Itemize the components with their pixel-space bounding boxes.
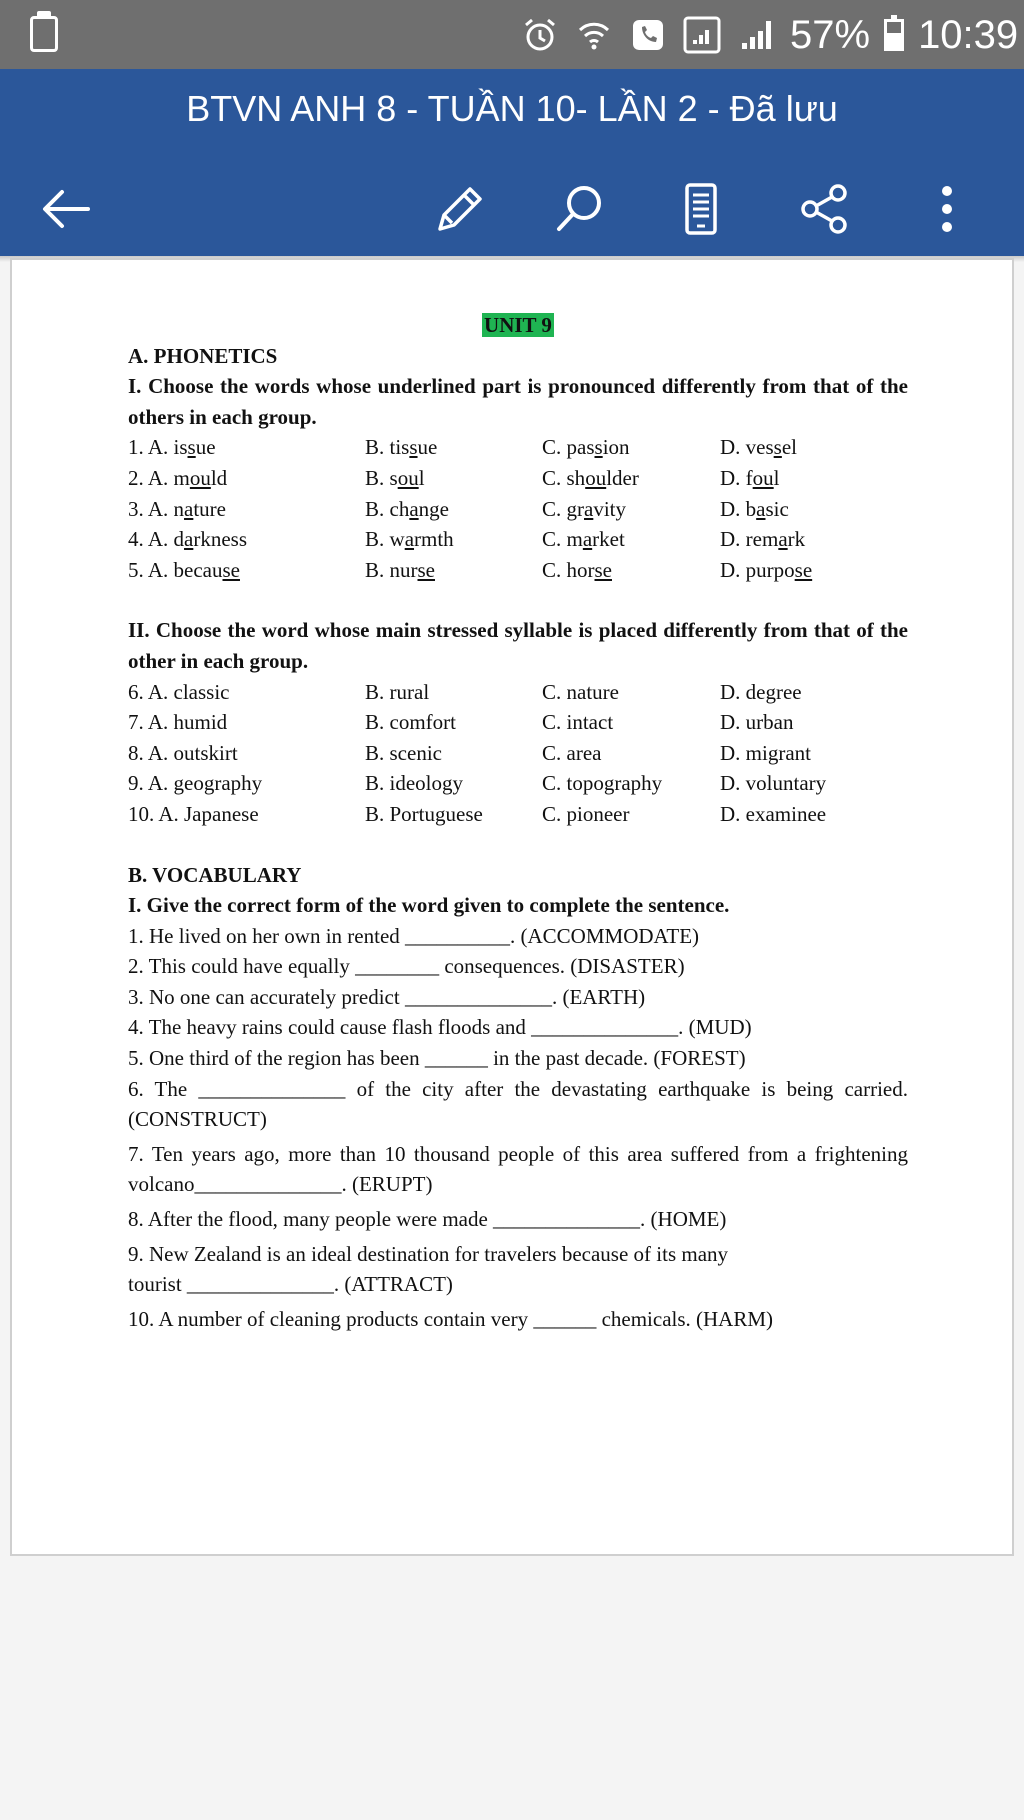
vocabulary-sentence: 3. No one can accurately predict ______________. (EARTH): [128, 984, 646, 1009]
option-a: 2. A. mould: [128, 465, 228, 490]
option-c: C. gravity: [542, 496, 626, 521]
option-c: C. pioneer: [542, 801, 630, 826]
option-d: D. basic: [720, 496, 789, 521]
stress-row: [128, 677, 908, 708]
toolbar: [0, 159, 1024, 259]
option-a: 6. A. classic: [128, 679, 230, 704]
signal-icon: [682, 15, 722, 55]
document-page[interactable]: [10, 258, 1014, 1556]
option-b: B. scenic: [365, 740, 442, 765]
option-b: B. Portuguese: [365, 801, 483, 826]
vocabulary-sentence: 8. After the flood, many people were made ______________. (HOME): [128, 1207, 727, 1232]
mobile-view-button[interactable]: [661, 159, 741, 259]
more-options-button[interactable]: [907, 159, 987, 259]
option-a: 9. A. geography: [128, 771, 263, 796]
battery-percent: 57%: [790, 12, 871, 57]
option-c: C. shoulder: [542, 465, 639, 490]
section-vocabulary: B. VOCABULARY: [128, 862, 302, 887]
vocabulary-sentence: 10. A number of cleaning products contain very ______ chemicals. (HARM): [128, 1306, 774, 1331]
option-d: D. urban: [720, 710, 794, 735]
option-b: B. tissue: [365, 435, 438, 460]
phonetics-instruction: I. Choose the words whose underlined part is pronounced differently from that of the others in each group.: [128, 374, 908, 429]
edit-button[interactable]: [418, 159, 498, 259]
more-vertical-icon: [927, 179, 967, 239]
wifi-icon: [574, 15, 614, 55]
signal-bars-icon: [736, 15, 776, 55]
phonetics-row: [128, 555, 908, 586]
vocabulary-list: [128, 921, 908, 1335]
section-phonetics: A. PHONETICS: [128, 343, 278, 368]
option-b: B. rural: [365, 679, 430, 704]
option-d: D. voluntary: [720, 771, 827, 796]
phonetics-row: [128, 463, 908, 494]
status-icons: [520, 10, 1018, 60]
option-b: B. comfort: [365, 710, 456, 735]
option-c: C. area: [542, 740, 602, 765]
phonetics-row: [128, 494, 908, 525]
unit-heading: UNIT 9: [484, 313, 552, 337]
option-d: D. remark: [720, 527, 806, 552]
option-a: 7. A. humid: [128, 710, 228, 735]
stress-row: [128, 768, 908, 799]
vocabulary-sentence: 7. Ten years ago, more than 10 thousand people of this area suffered from a frightening volcano______________. (ERUPT): [128, 1141, 908, 1197]
option-d: D. vessel: [720, 435, 798, 460]
document-content: [128, 310, 908, 1334]
vocabulary-sentence: tourist ______________. (ATTRACT): [128, 1272, 453, 1297]
clock: 10:39: [918, 12, 1019, 57]
option-c: C. topography: [542, 771, 663, 796]
battery-icon: [884, 19, 904, 51]
status-bar: [0, 0, 1024, 69]
stress-row: [128, 799, 908, 830]
search-button[interactable]: [540, 159, 620, 259]
option-a: 4. A. darkness: [128, 527, 248, 552]
back-button[interactable]: [26, 159, 106, 259]
option-b: B. nurse: [365, 557, 435, 582]
vocabulary-sentence: 5. One third of the region has been ______ in the past decade. (FOREST): [128, 1046, 746, 1071]
stress-row: [128, 738, 908, 769]
option-b: B. soul: [365, 465, 425, 490]
document-title: BTVN ANH 8 - TUẦN 10- LẦN 2 - Đã lưu: [186, 88, 838, 129]
option-a: 8. A. outskirt: [128, 740, 238, 765]
option-c: C. horse: [542, 557, 612, 582]
option-a: 10. A. Japanese: [128, 801, 259, 826]
option-a: 5. A. because: [128, 557, 240, 582]
share-button[interactable]: [784, 159, 864, 259]
stress-list: [128, 677, 908, 830]
mobile-view-icon: [671, 179, 731, 239]
alarm-icon: [520, 15, 560, 55]
app-bar: [0, 69, 1024, 256]
vocabulary-sentence: 4. The heavy rains could cause flash floods and ______________. (MUD): [128, 1015, 752, 1040]
option-d: D. degree: [720, 679, 802, 704]
phone-icon: [628, 15, 668, 55]
option-d: D. migrant: [720, 740, 811, 765]
edit-pencil-icon: [428, 179, 488, 239]
option-b: B. ideology: [365, 771, 463, 796]
recycle-icon: [30, 16, 58, 52]
phonetics-list: [128, 432, 908, 585]
vocabulary-instruction: I. Give the correct form of the word given to complete the sentence.: [128, 893, 730, 918]
option-d: D. foul: [720, 465, 780, 490]
option-b: B. change: [365, 496, 449, 521]
option-b: B. warmth: [365, 527, 454, 552]
option-c: C. market: [542, 527, 625, 552]
share-icon: [794, 179, 854, 239]
phonetics-row: [128, 524, 908, 555]
option-d: D. examinee: [720, 801, 827, 826]
option-c: C. intact: [542, 710, 614, 735]
vocabulary-sentence: 9. New Zealand is an ideal destination for travelers because of its many: [128, 1241, 729, 1266]
vocabulary-sentence: 2. This could have equally ________ consequences. (DISASTER): [128, 954, 685, 979]
option-a: 3. A. nature: [128, 496, 226, 521]
option-d: D. purpose: [720, 557, 813, 582]
option-c: C. passion: [542, 435, 630, 460]
back-arrow-icon: [36, 179, 96, 239]
search-icon: [550, 179, 610, 239]
option-c: C. nature: [542, 679, 619, 704]
vocabulary-sentence: 6. The ______________ of the city after the devastating earthquake is being carried. (CONSTRUCT): [128, 1076, 908, 1132]
phonetics-row: [128, 432, 908, 463]
stress-instruction: II. Choose the word whose main stressed syllable is placed differently from that of the other in each group.: [128, 618, 908, 673]
option-a: 1. A. issue: [128, 435, 216, 460]
stress-row: [128, 707, 908, 738]
vocabulary-sentence: 1. He lived on her own in rented __________. (ACCOMMODATE): [128, 923, 700, 948]
